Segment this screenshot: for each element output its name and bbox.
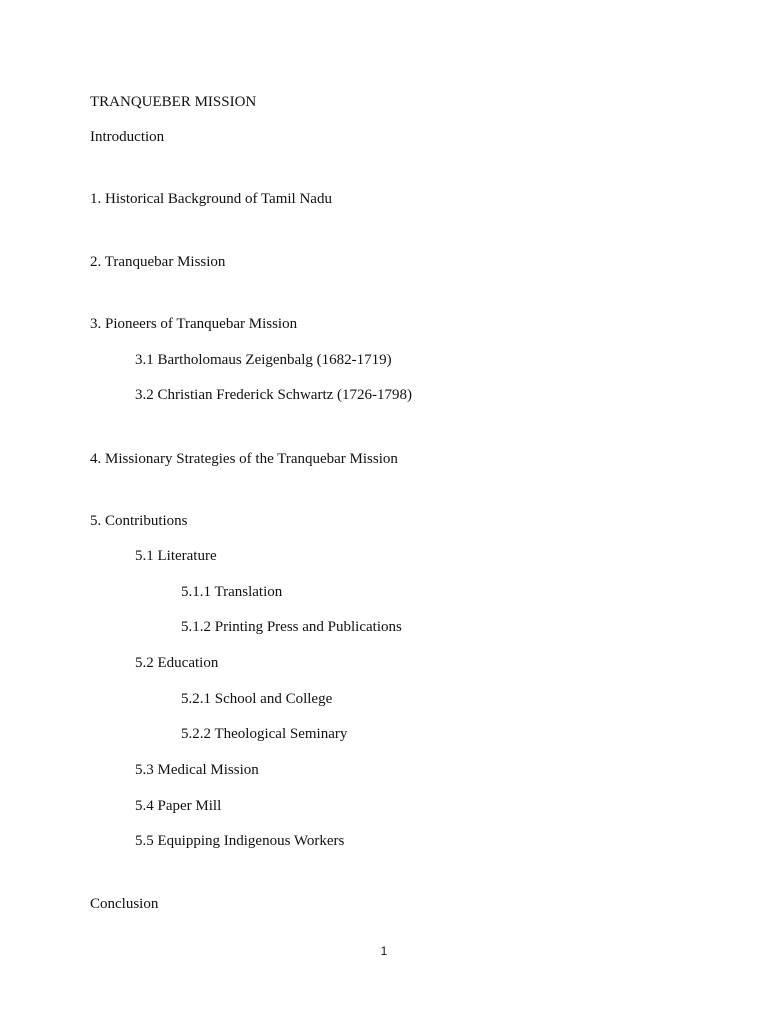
outline-item-5-2-1: 5.2.1 School and College (181, 691, 333, 707)
outline-item-2: 2. Tranquebar Mission (90, 254, 226, 270)
outline-item-4: 4. Missionary Strategies of the Tranquebar Mission (90, 451, 398, 467)
outline-item-5-1: 5.1 Literature (135, 548, 217, 564)
outline-item-5-2-2: 5.2.2 Theological Seminary (181, 726, 348, 742)
outline-item-5-1-2: 5.1.2 Printing Press and Publications (181, 619, 402, 635)
outline-item-5-3: 5.3 Medical Mission (135, 762, 259, 778)
outline-item-1: 1. Historical Background of Tamil Nadu (90, 191, 332, 207)
outline-item-5-2: 5.2 Education (135, 655, 219, 671)
page-number: 1 (380, 944, 388, 958)
heading-conclusion: Conclusion (90, 896, 159, 912)
outline-item-3: 3. Pioneers of Tranquebar Mission (90, 316, 298, 332)
document-title: TRANQUEBER MISSION (90, 94, 257, 110)
outline-item-5-5: 5.5 Equipping Indigenous Workers (135, 833, 345, 849)
heading-introduction: Introduction (90, 129, 165, 145)
outline-item-3-2: 3.2 Christian Frederick Schwartz (1726-1798) (135, 387, 413, 403)
outline-item-5-1-1: 5.1.1 Translation (181, 584, 283, 600)
outline-item-3-1: 3.1 Bartholomaus Zeigenbalg (1682-1719) (135, 352, 392, 368)
outline-item-5: 5. Contributions (90, 513, 188, 529)
outline-item-5-4: 5.4 Paper Mill (135, 798, 222, 814)
